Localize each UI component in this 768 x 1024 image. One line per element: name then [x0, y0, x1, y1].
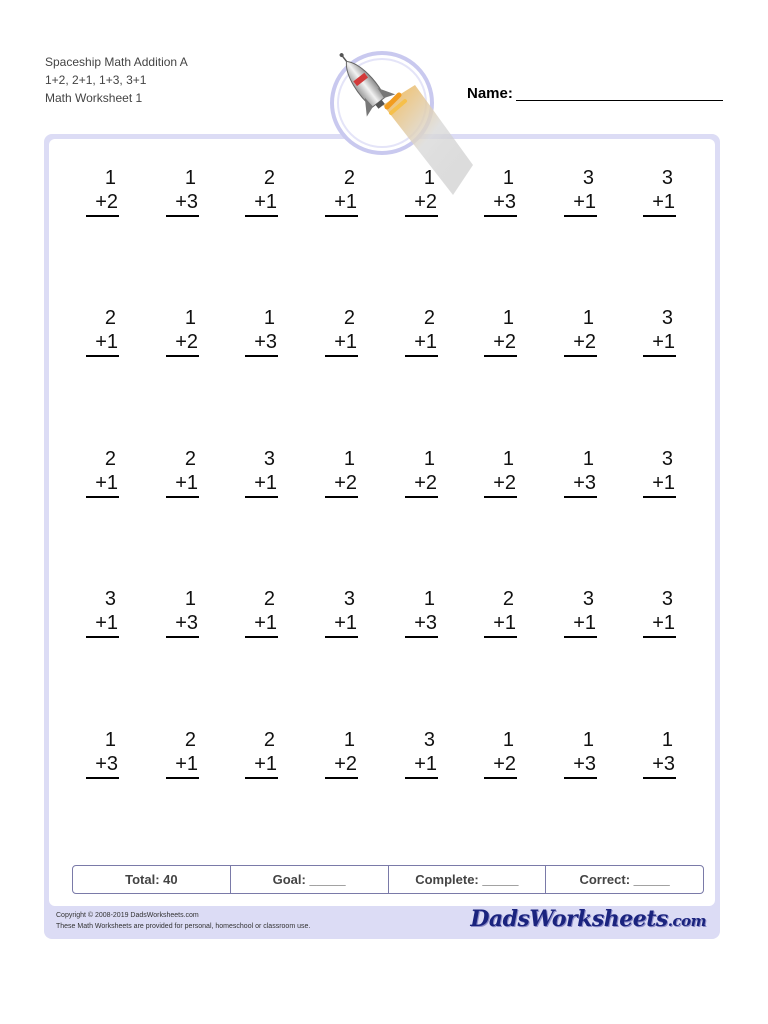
answer-line[interactable]: [405, 777, 438, 779]
addend-bottom: +1: [95, 612, 118, 634]
brand-name: DadsWorksheets: [470, 906, 668, 932]
answer-line[interactable]: [325, 777, 358, 779]
addend-bottom: +3: [95, 753, 118, 775]
addend-top: 1: [661, 729, 673, 751]
addend-top: 3: [661, 307, 673, 329]
answer-line[interactable]: [643, 777, 676, 779]
answer-line[interactable]: [166, 777, 199, 779]
addend-bottom: +1: [95, 472, 118, 494]
answer-line[interactable]: [86, 777, 119, 779]
addend-bottom: +2: [414, 191, 437, 213]
score-total: Total: 40: [73, 866, 231, 893]
addend-bottom: +2: [493, 472, 516, 494]
addend-bottom: +3: [414, 612, 437, 634]
addend-top: 2: [263, 167, 275, 189]
score-correct[interactable]: Correct: _____: [579, 872, 670, 887]
addend-top: 1: [263, 307, 275, 329]
answer-line[interactable]: [643, 636, 676, 638]
problem: [643, 701, 683, 775]
addend-bottom: +1: [334, 191, 357, 213]
addend-top: 1: [184, 588, 196, 610]
problem: [86, 420, 126, 494]
addend-top: 2: [502, 588, 514, 610]
copyright-text: Copyright © 2008-2019 DadsWorksheets.com: [56, 912, 199, 919]
problem-grid: [49, 139, 715, 859]
problem: [643, 420, 683, 494]
addend-top: 3: [582, 588, 594, 610]
addend-bottom: +1: [652, 612, 675, 634]
score-goal[interactable]: Goal: _____: [231, 866, 389, 893]
addend-bottom: +1: [175, 472, 198, 494]
addend-bottom: +1: [334, 331, 357, 353]
addend-bottom: +2: [334, 753, 357, 775]
answer-line[interactable]: [245, 496, 278, 498]
addend-top: 2: [263, 729, 275, 751]
addend-top: 1: [502, 307, 514, 329]
answer-line[interactable]: [643, 355, 676, 357]
worksheet-frame: [44, 134, 720, 939]
addend-top: 1: [184, 167, 196, 189]
answer-line[interactable]: [564, 496, 597, 498]
answer-line[interactable]: [405, 355, 438, 357]
problem: [166, 420, 206, 494]
problem: [245, 139, 285, 213]
addend-top: 3: [263, 448, 275, 470]
addend-bottom: +2: [493, 753, 516, 775]
addend-top: 1: [423, 588, 435, 610]
problem: [564, 701, 604, 775]
answer-line[interactable]: [166, 636, 199, 638]
addend-top: 1: [104, 729, 116, 751]
addend-top: 3: [343, 588, 355, 610]
addend-bottom: +3: [573, 472, 596, 494]
addend-bottom: +1: [414, 753, 437, 775]
addend-bottom: +1: [254, 191, 277, 213]
addend-top: 3: [423, 729, 435, 751]
answer-line[interactable]: [86, 355, 119, 357]
problem: [325, 279, 365, 353]
addend-bottom: +1: [254, 753, 277, 775]
problem: [245, 420, 285, 494]
answer-line[interactable]: [405, 636, 438, 638]
answer-line[interactable]: [325, 215, 358, 217]
answer-line[interactable]: [325, 496, 358, 498]
problem: [643, 279, 683, 353]
addend-top: 1: [423, 167, 435, 189]
usage-notice: These Math Worksheets are provided for personal, homeschool or classroom use.: [56, 923, 311, 930]
problem: [325, 560, 365, 634]
problem: [405, 701, 445, 775]
brand-logo: [470, 906, 706, 932]
answer-line[interactable]: [325, 355, 358, 357]
answer-line[interactable]: [325, 636, 358, 638]
answer-line[interactable]: [484, 777, 517, 779]
addend-top: 2: [263, 588, 275, 610]
brand-suffix: .com: [667, 912, 706, 930]
answer-line[interactable]: [166, 355, 199, 357]
answer-line[interactable]: [484, 636, 517, 638]
problem: [325, 420, 365, 494]
worksheet-facts: 1+2, 2+1, 1+3, 3+1: [45, 73, 147, 87]
answer-line[interactable]: [484, 215, 517, 217]
addend-top: 2: [184, 448, 196, 470]
worksheet-title: Spaceship Math Addition A: [45, 55, 188, 69]
answer-line[interactable]: [484, 355, 517, 357]
score-bar: [72, 865, 704, 894]
addend-top: 1: [502, 167, 514, 189]
name-label: Name:: [467, 85, 513, 102]
worksheet-header: [45, 53, 188, 107]
addend-bottom: +1: [95, 331, 118, 353]
addend-bottom: +1: [573, 612, 596, 634]
addend-bottom: +2: [573, 331, 596, 353]
addend-bottom: +1: [652, 191, 675, 213]
addend-top: 1: [104, 167, 116, 189]
addend-top: 1: [502, 729, 514, 751]
addend-top: 2: [104, 307, 116, 329]
addend-bottom: +1: [573, 191, 596, 213]
addend-top: 2: [423, 307, 435, 329]
problem: [166, 279, 206, 353]
answer-line[interactable]: [643, 215, 676, 217]
problem: [405, 420, 445, 494]
answer-line[interactable]: [166, 215, 199, 217]
answer-line[interactable]: [245, 215, 278, 217]
problem: [484, 139, 524, 213]
answer-line[interactable]: [86, 215, 119, 217]
addend-top: 1: [502, 448, 514, 470]
answer-line[interactable]: [245, 355, 278, 357]
addend-top: 1: [343, 729, 355, 751]
addend-top: 1: [423, 448, 435, 470]
problem: [643, 560, 683, 634]
addend-bottom: +1: [652, 331, 675, 353]
problem: [484, 279, 524, 353]
problem: [643, 139, 683, 213]
problem: [405, 279, 445, 353]
problem: [166, 139, 206, 213]
problem: [86, 701, 126, 775]
problem: [245, 560, 285, 634]
addend-top: 1: [582, 729, 594, 751]
addend-top: 3: [661, 448, 673, 470]
addend-top: 3: [582, 167, 594, 189]
addend-bottom: +1: [493, 612, 516, 634]
addend-bottom: +2: [334, 472, 357, 494]
addend-bottom: +1: [334, 612, 357, 634]
answer-line[interactable]: [405, 215, 438, 217]
problem: [484, 420, 524, 494]
addend-bottom: +2: [175, 331, 198, 353]
addend-top: 2: [343, 307, 355, 329]
problem: [325, 701, 365, 775]
problem: [564, 279, 604, 353]
addend-bottom: +2: [95, 191, 118, 213]
addend-top: 1: [343, 448, 355, 470]
addend-bottom: +1: [414, 331, 437, 353]
answer-line[interactable]: [86, 636, 119, 638]
addend-bottom: +3: [254, 331, 277, 353]
answer-line[interactable]: [564, 636, 597, 638]
problem: [86, 560, 126, 634]
addend-bottom: +3: [175, 191, 198, 213]
problem: [564, 560, 604, 634]
addend-bottom: +1: [254, 612, 277, 634]
problem: [166, 560, 206, 634]
addend-top: 3: [661, 167, 673, 189]
answer-line[interactable]: [564, 777, 597, 779]
problem: [405, 560, 445, 634]
answer-line[interactable]: [166, 496, 199, 498]
answer-line[interactable]: [484, 496, 517, 498]
addend-top: 2: [184, 729, 196, 751]
worksheet-body: [49, 139, 715, 906]
problem: [166, 701, 206, 775]
addend-top: 2: [104, 448, 116, 470]
answer-line[interactable]: [564, 355, 597, 357]
answer-line[interactable]: [245, 636, 278, 638]
problem: [484, 701, 524, 775]
addend-bottom: +3: [652, 753, 675, 775]
addend-top: 1: [184, 307, 196, 329]
name-field[interactable]: [516, 100, 723, 101]
addend-bottom: +1: [175, 753, 198, 775]
addend-bottom: +3: [175, 612, 198, 634]
problem: [86, 279, 126, 353]
problem: [564, 420, 604, 494]
addend-top: 1: [582, 448, 594, 470]
addend-top: 3: [104, 588, 116, 610]
problem: [86, 139, 126, 213]
rocket-icon: [325, 45, 475, 200]
footer-copyright: [56, 910, 310, 932]
answer-line[interactable]: [245, 777, 278, 779]
addend-top: 3: [661, 588, 673, 610]
addend-bottom: +1: [652, 472, 675, 494]
addend-top: 1: [582, 307, 594, 329]
addend-bottom: +3: [493, 191, 516, 213]
problem: [564, 139, 604, 213]
addend-bottom: +3: [573, 753, 596, 775]
answer-line[interactable]: [643, 496, 676, 498]
score-complete[interactable]: Complete: _____: [389, 866, 547, 893]
addend-bottom: +2: [493, 331, 516, 353]
problem: [484, 560, 524, 634]
answer-line[interactable]: [564, 215, 597, 217]
addend-bottom: +2: [414, 472, 437, 494]
problem: [245, 279, 285, 353]
answer-line[interactable]: [405, 496, 438, 498]
addend-top: 2: [343, 167, 355, 189]
addend-bottom: +1: [254, 472, 277, 494]
worksheet-subtitle: Math Worksheet 1: [45, 91, 143, 105]
answer-line[interactable]: [86, 496, 119, 498]
problem: [245, 701, 285, 775]
